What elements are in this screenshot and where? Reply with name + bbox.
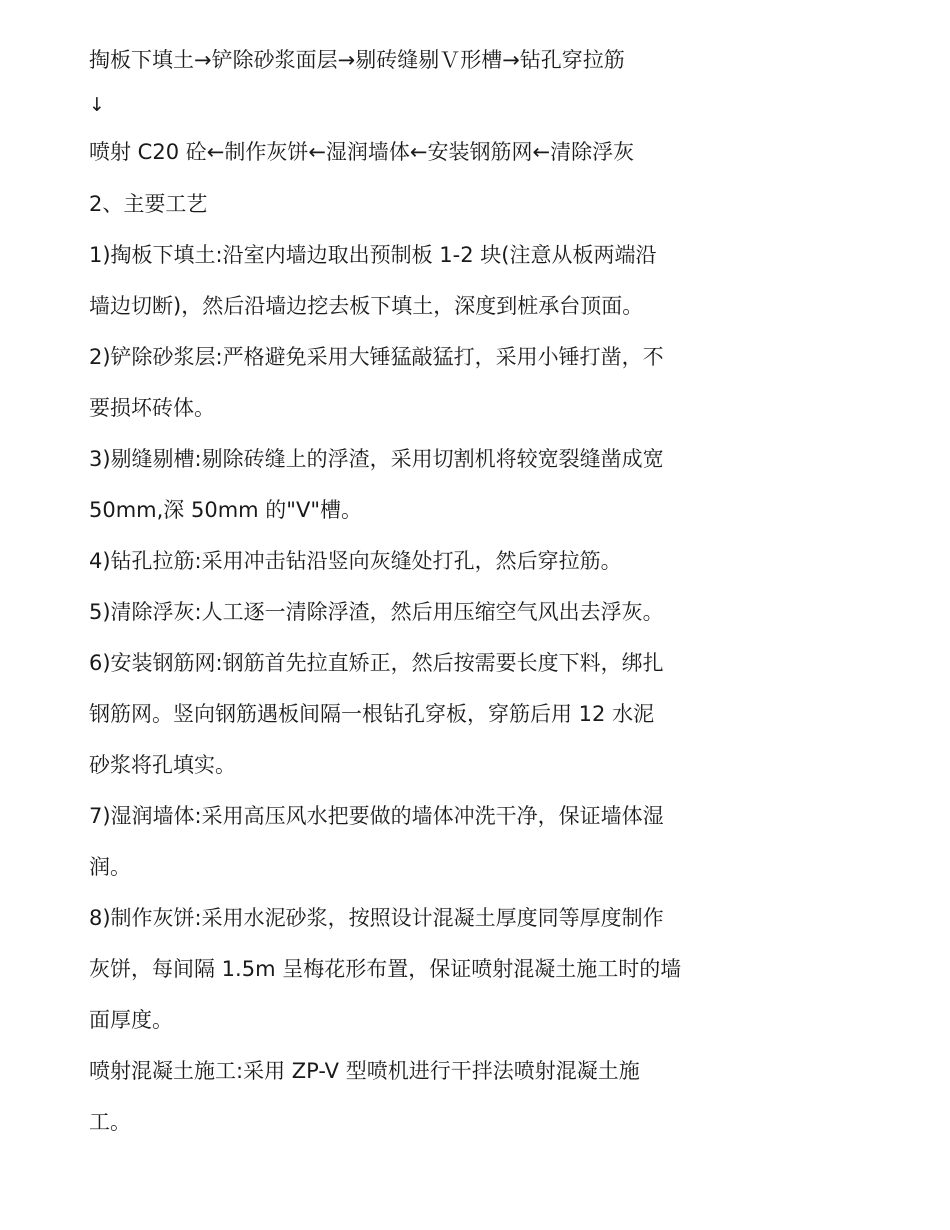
step-7-line-2: 润。 xyxy=(89,855,131,879)
step-2-line-1: 2)铲除砂浆层:严格避免采用大锤猛敲猛打，采用小锤打凿，不 xyxy=(89,345,664,369)
flow-arrow-down: ↓ xyxy=(89,94,105,116)
step-8-line-1: 8)制作灰饼:采用水泥砂浆，按照设计混凝土厚度同等厚度制作 xyxy=(89,906,664,930)
flow-line-backward: 喷射 C20 砼←制作灰饼←湿润墙体←安装钢筋网←清除浮灰 xyxy=(89,140,635,164)
step-6-line-2: 钢筋网。竖向钢筋遇板间隔一根钻孔穿板，穿筋后用 12 水泥 xyxy=(89,702,655,726)
step-3-line-2: 50mm,深 50mm 的"V"槽。 xyxy=(89,498,362,522)
step-1-line-2: 墙边切断)，然后沿墙边挖去板下填土，深度到桩承台顶面。 xyxy=(89,294,644,318)
step-9-line-1: 喷射混凝土施工:采用 ZP-V 型喷机进行干拌法喷射混凝土施 xyxy=(89,1059,640,1083)
step-5-line-1: 5)清除浮灰:人工逐一清除浮渣，然后用压缩空气风出去浮灰。 xyxy=(89,600,664,624)
step-1-line-1: 1)掏板下填土:沿室内墙边取出预制板 1-2 块(注意从板两端沿 xyxy=(89,243,657,267)
step-7-line-1: 7)湿润墙体:采用高压风水把要做的墙体冲洗干净，保证墙体湿 xyxy=(89,804,664,828)
step-8-line-3: 面厚度。 xyxy=(89,1008,173,1032)
step-6-line-3: 砂浆将孔填实。 xyxy=(89,753,236,777)
step-4-line-1: 4)钻孔拉筋:采用冲击钻沿竖向灰缝处打孔，然后穿拉筋。 xyxy=(89,549,622,573)
step-3-line-1: 3)剔缝剔槽:剔除砖缝上的浮渣，采用切割机将较宽裂缝凿成宽 xyxy=(89,447,664,471)
step-6-line-1: 6)安装钢筋网:钢筋首先拉直矫正，然后按需要长度下料，绑扎 xyxy=(89,651,664,675)
step-9-line-2: 工。 xyxy=(89,1110,131,1134)
step-2-line-2: 要损坏砖体。 xyxy=(89,396,215,420)
section-heading: 2、主要工艺 xyxy=(89,192,208,216)
step-8-line-2: 灰饼，每间隔 1.5m 呈梅花形布置，保证喷射混凝土施工时的墙 xyxy=(89,957,682,981)
flow-line-forward: 掏板下填土→铲除砂浆面层→剔砖缝剔Ｖ形槽→钻孔穿拉筋 xyxy=(89,48,625,72)
